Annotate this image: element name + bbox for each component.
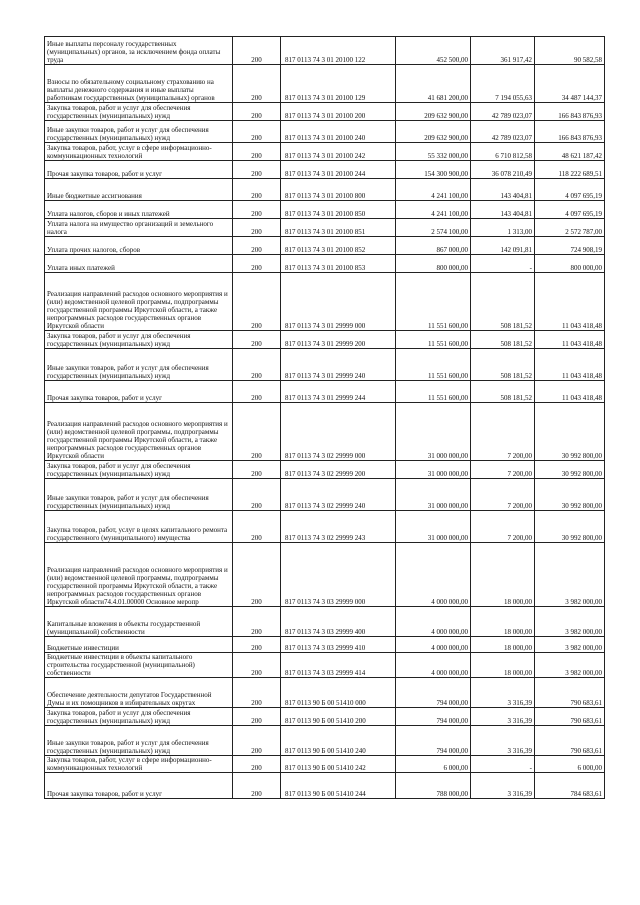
row-approved: 31 000 000,00 xyxy=(396,403,471,461)
table-row xyxy=(45,708,605,726)
row-code: 200 xyxy=(233,219,281,237)
row-classifier: 817 0113 74 3 01 29999 240 xyxy=(281,349,396,381)
row-name: Закупка товаров, работ и услуг для обеспечения государственных (муниципальных) нужд xyxy=(45,461,233,479)
table-row xyxy=(45,349,605,381)
row-code: 200 xyxy=(233,756,281,773)
row-executed: 3 316,39 xyxy=(471,678,535,708)
row-executed: 508 181,52 xyxy=(471,273,535,331)
row-classifier: 817 0113 74 3 01 20100 200 xyxy=(281,103,396,121)
row-name: Уплата налога на имущество организаций и земельного налога xyxy=(45,219,233,237)
row-code: 200 xyxy=(233,607,281,637)
row-executed: 508 181,52 xyxy=(471,381,535,403)
row-name: Иные закупки товаров, работ и услуг для обеспечения государственных (муниципальных) нужд xyxy=(45,726,233,756)
row-executed: 18 000,00 xyxy=(471,607,535,637)
row-remaining: 3 982 000,00 xyxy=(535,637,605,653)
table-row xyxy=(45,607,605,637)
row-remaining: 11 043 418,48 xyxy=(535,273,605,331)
row-code: 200 xyxy=(233,637,281,653)
row-classifier: 817 0113 74 3 03 29999 400 xyxy=(281,607,396,637)
table-row xyxy=(45,726,605,756)
row-executed: 42 789 023,07 xyxy=(471,121,535,143)
row-approved: 4 000 000,00 xyxy=(396,653,471,678)
row-approved: 4 241 100,00 xyxy=(396,179,471,201)
row-executed: 18 000,00 xyxy=(471,637,535,653)
row-approved: 55 332 000,00 xyxy=(396,143,471,161)
table-row xyxy=(45,381,605,403)
table-row xyxy=(45,273,605,331)
row-approved: 41 681 200,00 xyxy=(396,65,471,103)
row-remaining: 118 222 689,51 xyxy=(535,161,605,179)
row-name: Закупка товаров, работ и услуг для обеспечения государственных (муниципальных) нужд xyxy=(45,103,233,121)
row-code: 200 xyxy=(233,201,281,219)
row-executed: 18 000,00 xyxy=(471,543,535,607)
row-name: Прочая закупка товаров, работ и услуг xyxy=(45,773,233,799)
row-approved: 11 551 600,00 xyxy=(396,349,471,381)
row-remaining: 784 683,61 xyxy=(535,773,605,799)
row-classifier: 817 0113 74 3 01 20100 129 xyxy=(281,65,396,103)
row-executed: - xyxy=(471,255,535,273)
row-classifier: 817 0113 90 Б 00 51410 242 xyxy=(281,756,396,773)
row-name: Закупка товаров, работ и услуг для обеспечения государственных (муниципальных) нужд xyxy=(45,331,233,349)
row-executed: 7 194 055,63 xyxy=(471,65,535,103)
row-code: 200 xyxy=(233,511,281,543)
row-approved: 794 000,00 xyxy=(396,708,471,726)
row-code: 200 xyxy=(233,255,281,273)
row-classifier: 817 0113 74 3 02 29999 200 xyxy=(281,461,396,479)
row-remaining: 90 582,58 xyxy=(535,37,605,65)
row-classifier: 817 0113 74 3 01 29999 200 xyxy=(281,331,396,349)
row-classifier: 817 0113 74 3 01 20100 852 xyxy=(281,237,396,255)
row-classifier: 817 0113 90 Б 00 51410 244 xyxy=(281,773,396,799)
row-classifier: 817 0113 74 3 01 20100 122 xyxy=(281,37,396,65)
row-classifier: 817 0113 74 3 03 29999 000 xyxy=(281,543,396,607)
table-row xyxy=(45,773,605,799)
row-approved: 11 551 600,00 xyxy=(396,273,471,331)
table-row xyxy=(45,756,605,773)
table-row xyxy=(45,161,605,179)
row-approved: 6 000,00 xyxy=(396,756,471,773)
row-classifier: 817 0113 74 3 03 29999 414 xyxy=(281,653,396,678)
row-approved: 794 000,00 xyxy=(396,726,471,756)
row-remaining: 30 992 800,00 xyxy=(535,511,605,543)
row-remaining: 11 043 418,48 xyxy=(535,349,605,381)
row-classifier: 817 0113 74 3 01 20100 240 xyxy=(281,121,396,143)
row-name: Закупка товаров, работ, услуг в сфере информационно-коммуникационных технологий xyxy=(45,143,233,161)
row-code: 200 xyxy=(233,143,281,161)
table-row xyxy=(45,461,605,479)
row-executed: 1 313,00 xyxy=(471,219,535,237)
table-row xyxy=(45,637,605,653)
row-remaining: 790 683,61 xyxy=(535,726,605,756)
row-approved: 452 500,00 xyxy=(396,37,471,65)
row-classifier: 817 0113 74 3 02 29999 000 xyxy=(281,403,396,461)
row-code: 200 xyxy=(233,678,281,708)
row-remaining: 724 908,19 xyxy=(535,237,605,255)
row-classifier: 817 0113 74 3 01 20100 244 xyxy=(281,161,396,179)
row-code: 200 xyxy=(233,37,281,65)
row-name: Уплата прочих налогов, сборов xyxy=(45,237,233,255)
row-approved: 4 000 000,00 xyxy=(396,637,471,653)
table-row xyxy=(45,65,605,103)
table-row xyxy=(45,653,605,678)
row-approved: 4 000 000,00 xyxy=(396,607,471,637)
row-name: Уплата налогов, сборов и иных платежей xyxy=(45,201,233,219)
row-remaining: 30 992 800,00 xyxy=(535,403,605,461)
row-remaining: 30 992 800,00 xyxy=(535,479,605,511)
row-classifier: 817 0113 74 3 01 20100 800 xyxy=(281,179,396,201)
row-approved: 11 551 600,00 xyxy=(396,381,471,403)
row-approved: 11 551 600,00 xyxy=(396,331,471,349)
table-row xyxy=(45,331,605,349)
row-remaining: 6 000,00 xyxy=(535,756,605,773)
table-body xyxy=(45,37,605,799)
row-approved: 2 574 100,00 xyxy=(396,219,471,237)
row-code: 200 xyxy=(233,349,281,381)
budget-report-page xyxy=(44,36,604,799)
row-executed: 36 078 210,49 xyxy=(471,161,535,179)
budget-execution-table xyxy=(44,36,605,799)
table-row xyxy=(45,255,605,273)
row-executed: 508 181,52 xyxy=(471,331,535,349)
row-classifier: 817 0113 74 3 01 20100 850 xyxy=(281,201,396,219)
row-name: Иные бюджетные ассигнования xyxy=(45,179,233,201)
row-name: Обеспечение деятельности депутатов Государственной Думы и их помощников в избирательных округах xyxy=(45,678,233,708)
row-code: 200 xyxy=(233,479,281,511)
row-code: 200 xyxy=(233,237,281,255)
row-name: Закупка товаров, работ и услуг для обеспечения государственных (муниципальных) нужд xyxy=(45,708,233,726)
table-row xyxy=(45,179,605,201)
row-name: Прочая закупка товаров, работ и услуг xyxy=(45,161,233,179)
table-row xyxy=(45,201,605,219)
row-name: Иные выплаты персоналу государственных (муниципальных) органов, за исключением фонда оплаты труда xyxy=(45,37,233,65)
row-code: 200 xyxy=(233,403,281,461)
row-executed: 7 200,00 xyxy=(471,461,535,479)
row-name: Иные закупки товаров, работ и услуг для обеспечения государственных (муниципальных) нужд xyxy=(45,121,233,143)
row-classifier: 817 0113 74 3 01 20100 853 xyxy=(281,255,396,273)
row-approved: 209 632 900,00 xyxy=(396,121,471,143)
row-remaining: 4 097 695,19 xyxy=(535,201,605,219)
row-code: 200 xyxy=(233,161,281,179)
row-remaining: 790 683,61 xyxy=(535,678,605,708)
row-executed: 18 000,00 xyxy=(471,653,535,678)
row-executed: 7 200,00 xyxy=(471,511,535,543)
row-executed: 3 316,39 xyxy=(471,708,535,726)
row-code: 200 xyxy=(233,653,281,678)
row-code: 200 xyxy=(233,121,281,143)
table-row xyxy=(45,237,605,255)
row-executed: 361 917,42 xyxy=(471,37,535,65)
row-name: Иные закупки товаров, работ и услуг для обеспечения государственных (муниципальных) нужд xyxy=(45,349,233,381)
row-executed: 3 316,39 xyxy=(471,726,535,756)
row-approved: 31 000 000,00 xyxy=(396,461,471,479)
row-classifier: 817 0113 90 Б 00 51410 000 xyxy=(281,678,396,708)
row-classifier: 817 0113 74 3 02 29999 243 xyxy=(281,511,396,543)
row-code: 200 xyxy=(233,103,281,121)
table-row xyxy=(45,121,605,143)
table-row xyxy=(45,543,605,607)
row-approved: 154 300 900,00 xyxy=(396,161,471,179)
row-remaining: 790 683,61 xyxy=(535,708,605,726)
row-classifier: 817 0113 74 3 03 29999 410 xyxy=(281,637,396,653)
table-row xyxy=(45,511,605,543)
row-name: Уплата иных платежей xyxy=(45,255,233,273)
table-row xyxy=(45,403,605,461)
row-remaining: 3 982 000,00 xyxy=(535,653,605,678)
row-executed: 7 200,00 xyxy=(471,403,535,461)
row-approved: 788 000,00 xyxy=(396,773,471,799)
row-executed: 7 200,00 xyxy=(471,479,535,511)
row-name: Иные закупки товаров, работ и услуг для обеспечения государственных (муниципальных) нужд xyxy=(45,479,233,511)
row-remaining: 48 621 187,42 xyxy=(535,143,605,161)
row-executed: 508 181,52 xyxy=(471,349,535,381)
table-row xyxy=(45,143,605,161)
row-approved: 209 632 900,00 xyxy=(396,103,471,121)
row-classifier: 817 0113 74 3 02 29999 240 xyxy=(281,479,396,511)
row-classifier: 817 0113 90 Б 00 51410 200 xyxy=(281,708,396,726)
row-code: 200 xyxy=(233,543,281,607)
row-classifier: 817 0113 74 3 01 29999 000 xyxy=(281,273,396,331)
row-remaining: 166 843 876,93 xyxy=(535,103,605,121)
row-name: Взносы по обязательному социальному страхованию на выплаты денежного содержания и иные выплаты работникам государственных (муниципальных) органов xyxy=(45,65,233,103)
row-executed: 143 404,81 xyxy=(471,201,535,219)
row-remaining: 166 843 876,93 xyxy=(535,121,605,143)
table-row xyxy=(45,678,605,708)
row-approved: 4 241 100,00 xyxy=(396,201,471,219)
row-remaining: 11 043 418,48 xyxy=(535,381,605,403)
row-code: 200 xyxy=(233,273,281,331)
row-executed: 143 404,81 xyxy=(471,179,535,201)
row-code: 200 xyxy=(233,708,281,726)
row-approved: 867 000,00 xyxy=(396,237,471,255)
row-code: 200 xyxy=(233,461,281,479)
row-approved: 794 000,00 xyxy=(396,678,471,708)
row-name: Реализация направлений расходов основного мероприятия и (или) ведомственной целевой программы, подпрограммы государственной программы Иркутской области, а также непрограммных расходов государственных органов Иркутской области74.4.01.00000 Основное меропр xyxy=(45,543,233,607)
row-classifier: 817 0113 74 3 01 29999 244 xyxy=(281,381,396,403)
row-executed: 42 789 023,07 xyxy=(471,103,535,121)
row-approved: 31 000 000,00 xyxy=(396,479,471,511)
row-approved: 31 000 000,00 xyxy=(396,511,471,543)
table-row xyxy=(45,37,605,65)
row-remaining: 3 982 000,00 xyxy=(535,607,605,637)
row-classifier: 817 0113 74 3 01 20100 851 xyxy=(281,219,396,237)
row-remaining: 800 000,00 xyxy=(535,255,605,273)
row-code: 200 xyxy=(233,179,281,201)
row-classifier: 817 0113 90 Б 00 51410 240 xyxy=(281,726,396,756)
row-executed: 3 316,39 xyxy=(471,773,535,799)
table-row xyxy=(45,103,605,121)
row-classifier: 817 0113 74 3 01 20100 242 xyxy=(281,143,396,161)
table-row xyxy=(45,479,605,511)
row-code: 200 xyxy=(233,381,281,403)
row-name: Прочая закупка товаров, работ и услуг xyxy=(45,381,233,403)
row-name: Закупка товаров, работ, услуг в целях капитального ремонта государственного (муниципального) имущества xyxy=(45,511,233,543)
row-executed: - xyxy=(471,756,535,773)
row-name: Реализация направлений расходов основного мероприятия и (или) ведомственной целевой программы, подпрограммы государственной программы Иркутской области, а также непрограммных расходов государственных органов Иркутской области xyxy=(45,403,233,461)
table-row xyxy=(45,219,605,237)
row-name: Реализация направлений расходов основного мероприятия и (или) ведомственной целевой программы, подпрограммы государственной программы Иркутской области, а также непрограммных расходов государственных органов Иркутской области xyxy=(45,273,233,331)
row-approved: 800 000,00 xyxy=(396,255,471,273)
row-code: 200 xyxy=(233,65,281,103)
row-executed: 6 710 812,58 xyxy=(471,143,535,161)
row-approved: 4 000 000,00 xyxy=(396,543,471,607)
row-code: 200 xyxy=(233,726,281,756)
row-name: Бюджетные инвестиции в объекты капитального строительства государственной (муниципальной) собственности xyxy=(45,653,233,678)
row-remaining: 4 097 695,19 xyxy=(535,179,605,201)
row-remaining: 30 992 800,00 xyxy=(535,461,605,479)
row-executed: 142 091,81 xyxy=(471,237,535,255)
row-code: 200 xyxy=(233,331,281,349)
row-name: Закупка товаров, работ, услуг в сфере информационно-коммуникационных технологий xyxy=(45,756,233,773)
row-remaining: 2 572 787,00 xyxy=(535,219,605,237)
row-remaining: 3 982 000,00 xyxy=(535,543,605,607)
row-name: Бюджетные инвестиции xyxy=(45,637,233,653)
row-code: 200 xyxy=(233,773,281,799)
row-name: Капитальные вложения в объекты государственной (муниципальной) собственности xyxy=(45,607,233,637)
row-remaining: 34 487 144,37 xyxy=(535,65,605,103)
row-remaining: 11 043 418,48 xyxy=(535,331,605,349)
